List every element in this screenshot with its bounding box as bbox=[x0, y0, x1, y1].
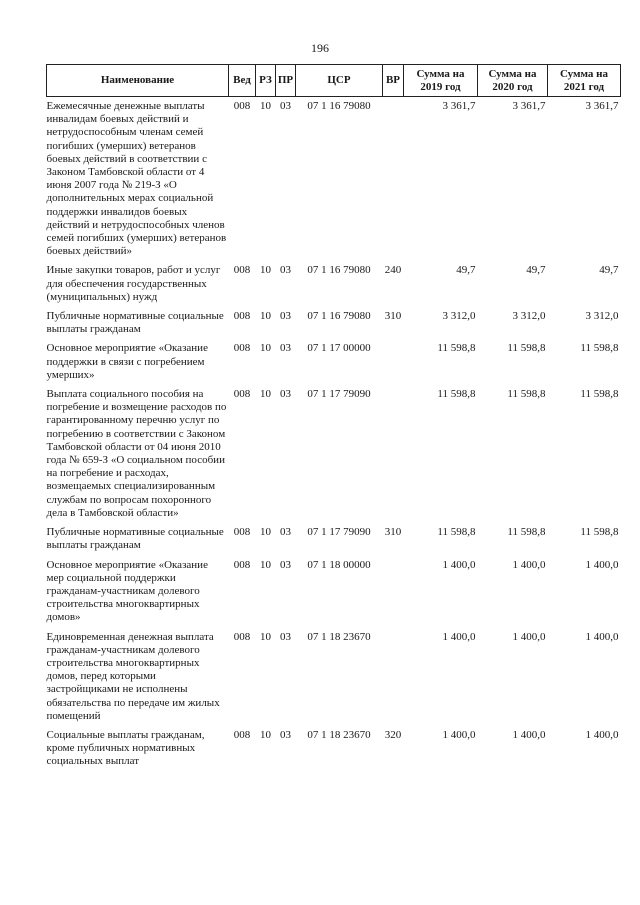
row-sum-2020: 3 361,7 bbox=[512, 100, 546, 112]
row-sum-2021: 3 312,0 bbox=[585, 310, 619, 323]
row-rz: 10 bbox=[260, 264, 271, 277]
table-row bbox=[47, 727, 621, 773]
row-csr: 07 1 17 79090 bbox=[307, 388, 371, 401]
row-csr: 07 1 17 79090 bbox=[307, 526, 371, 539]
header-rz: РЗ bbox=[256, 65, 276, 97]
row-rz: 10 bbox=[260, 100, 271, 112]
row-ved: 008 bbox=[233, 558, 251, 571]
row-sum-2020: 11 598,8 bbox=[507, 388, 546, 401]
row-sum-2021: 11 598,8 bbox=[580, 526, 619, 539]
row-vr bbox=[383, 629, 404, 727]
row-ved: 008 bbox=[233, 264, 251, 277]
row-csr: 07 1 16 79080 bbox=[307, 310, 371, 323]
row-vr: 310 bbox=[384, 526, 402, 539]
row-sum-2020: 1 400,0 bbox=[512, 630, 546, 643]
row-name: Единовременная денежная выплата гражданам-участникам долевого строительства многоквартирных домов, перед которыми застройщиками не исполнены обязательства по передаче им жилых помещений bbox=[46, 630, 220, 722]
header-sum-2020: Сумма на 2020 год bbox=[478, 65, 548, 97]
row-sum-2021: 11 598,8 bbox=[580, 342, 619, 355]
row-csr: 07 1 16 79080 bbox=[307, 264, 371, 277]
row-sum-2020: 49,7 bbox=[526, 264, 546, 277]
row-csr: 07 1 16 79080 bbox=[307, 100, 371, 112]
row-pr: 03 bbox=[280, 526, 291, 539]
row-pr: 03 bbox=[280, 264, 291, 277]
table-row bbox=[47, 629, 621, 727]
row-vr bbox=[383, 97, 404, 263]
row-ved: 008 bbox=[233, 526, 251, 539]
header-sum-2019: Сумма на 2019 год bbox=[404, 65, 478, 97]
table-row bbox=[47, 308, 621, 340]
table-body bbox=[47, 97, 621, 773]
row-rz: 10 bbox=[260, 558, 271, 571]
row-sum-2021: 1 400,0 bbox=[585, 728, 619, 741]
row-vr: 320 bbox=[384, 728, 402, 741]
row-vr: 240 bbox=[384, 264, 402, 277]
row-pr: 03 bbox=[280, 310, 291, 323]
row-pr: 03 bbox=[280, 630, 291, 643]
header-ved: Вед bbox=[229, 65, 256, 97]
row-sum-2019: 49,7 bbox=[456, 264, 476, 277]
table-row bbox=[47, 557, 621, 629]
header-sum-2021: Сумма на 2021 год bbox=[548, 65, 621, 97]
row-sum-2021: 1 400,0 bbox=[585, 630, 619, 643]
row-rz: 10 bbox=[260, 310, 271, 323]
row-pr: 03 bbox=[280, 388, 291, 401]
table-row bbox=[47, 340, 621, 386]
row-sum-2020: 3 312,0 bbox=[512, 310, 546, 323]
row-sum-2020: 1 400,0 bbox=[512, 728, 546, 741]
row-name: Основное мероприятие «Оказание мер социальной поддержки гражданам-участникам долевого строительства многоквартирных домов» bbox=[46, 558, 208, 624]
row-csr: 07 1 17 00000 bbox=[307, 342, 371, 355]
table-row bbox=[47, 262, 621, 308]
row-name: Ежемесячные денежные выплаты инвалидам боевых действий и нетрудоспособным членам семей погибших (умерших) ветеранов боевых действий в соответствии с Законом Тамбовской области от 4 июня 2007 года № 219-З «О дополнительных мерах социальной поддержки инвалидов боевых действий и нетрудоспособных членов семей погибших (умерших) ветеранов боевых действий» bbox=[46, 100, 227, 258]
row-sum-2019: 11 598,8 bbox=[437, 388, 476, 401]
table-row bbox=[47, 524, 621, 556]
row-sum-2019: 1 400,0 bbox=[442, 630, 476, 643]
row-sum-2020: 11 598,8 bbox=[507, 342, 546, 355]
row-sum-2019: 3 361,7 bbox=[442, 100, 476, 112]
row-sum-2020: 11 598,8 bbox=[507, 526, 546, 539]
row-name: Публичные нормативные социальные выплаты гражданам bbox=[46, 526, 224, 552]
row-name: Социальные выплаты гражданам, кроме публичных нормативных социальных выплат bbox=[46, 728, 205, 768]
row-ved: 008 bbox=[233, 728, 251, 741]
row-sum-2019: 1 400,0 bbox=[442, 728, 476, 741]
row-pr: 03 bbox=[280, 100, 291, 112]
row-ved: 008 bbox=[233, 630, 251, 643]
table-header bbox=[47, 65, 621, 97]
row-sum-2021: 3 361,7 bbox=[585, 100, 619, 112]
row-ved: 008 bbox=[233, 342, 251, 355]
row-name: Основное мероприятие «Оказание поддержки в связи с погребением умерших» bbox=[46, 342, 208, 381]
row-sum-2019: 1 400,0 bbox=[442, 558, 476, 571]
header-pr: ПР bbox=[276, 65, 296, 97]
row-sum-2021: 11 598,8 bbox=[580, 388, 619, 401]
row-ved: 008 bbox=[233, 100, 251, 112]
row-rz: 10 bbox=[260, 342, 271, 355]
row-vr: 310 bbox=[384, 310, 402, 323]
row-vr bbox=[383, 386, 404, 524]
row-sum-2019: 3 312,0 bbox=[442, 310, 476, 323]
row-name: Публичные нормативные социальные выплаты гражданам bbox=[46, 310, 224, 336]
row-sum-2019: 11 598,8 bbox=[437, 342, 476, 355]
row-ved: 008 bbox=[233, 388, 251, 401]
row-rz: 10 bbox=[260, 526, 271, 539]
row-rz: 10 bbox=[260, 630, 271, 643]
row-csr: 07 1 18 23670 bbox=[307, 630, 371, 643]
row-pr: 03 bbox=[280, 558, 291, 571]
header-name: Наименование bbox=[47, 65, 229, 97]
table-row bbox=[47, 386, 621, 524]
header-vr: ВР bbox=[383, 65, 404, 97]
page-number: 196 bbox=[311, 41, 329, 55]
row-name: Выплата социального пособия на погребение и возмещение расходов по гарантированному перечню услуг по погребению в соответствии с Законом Тамбовской области от 04 июня 2010 года № 659-З «О социальном пособии на погребение и расходах, возмещаемых специализированным службам по вопросам похоронного дела в Тамбовской области» bbox=[46, 388, 227, 519]
row-name: Иные закупки товаров, работ и услуг для обеспечения государственных (муниципальных) нужд bbox=[46, 264, 221, 303]
row-vr bbox=[383, 340, 404, 386]
row-sum-2020: 1 400,0 bbox=[512, 558, 546, 571]
row-rz: 10 bbox=[260, 388, 271, 401]
row-sum-2019: 11 598,8 bbox=[437, 526, 476, 539]
table-row bbox=[47, 97, 621, 263]
row-csr: 07 1 18 00000 bbox=[307, 558, 371, 571]
row-pr: 03 bbox=[280, 728, 291, 741]
row-vr bbox=[383, 557, 404, 629]
row-rz: 10 bbox=[260, 728, 271, 741]
header-csr: ЦСР bbox=[296, 65, 383, 97]
row-sum-2021: 49,7 bbox=[599, 264, 619, 277]
row-sum-2021: 1 400,0 bbox=[585, 558, 619, 571]
row-pr: 03 bbox=[280, 342, 291, 355]
budget-table bbox=[46, 64, 621, 773]
row-ved: 008 bbox=[233, 310, 251, 323]
row-csr: 07 1 18 23670 bbox=[307, 728, 371, 741]
